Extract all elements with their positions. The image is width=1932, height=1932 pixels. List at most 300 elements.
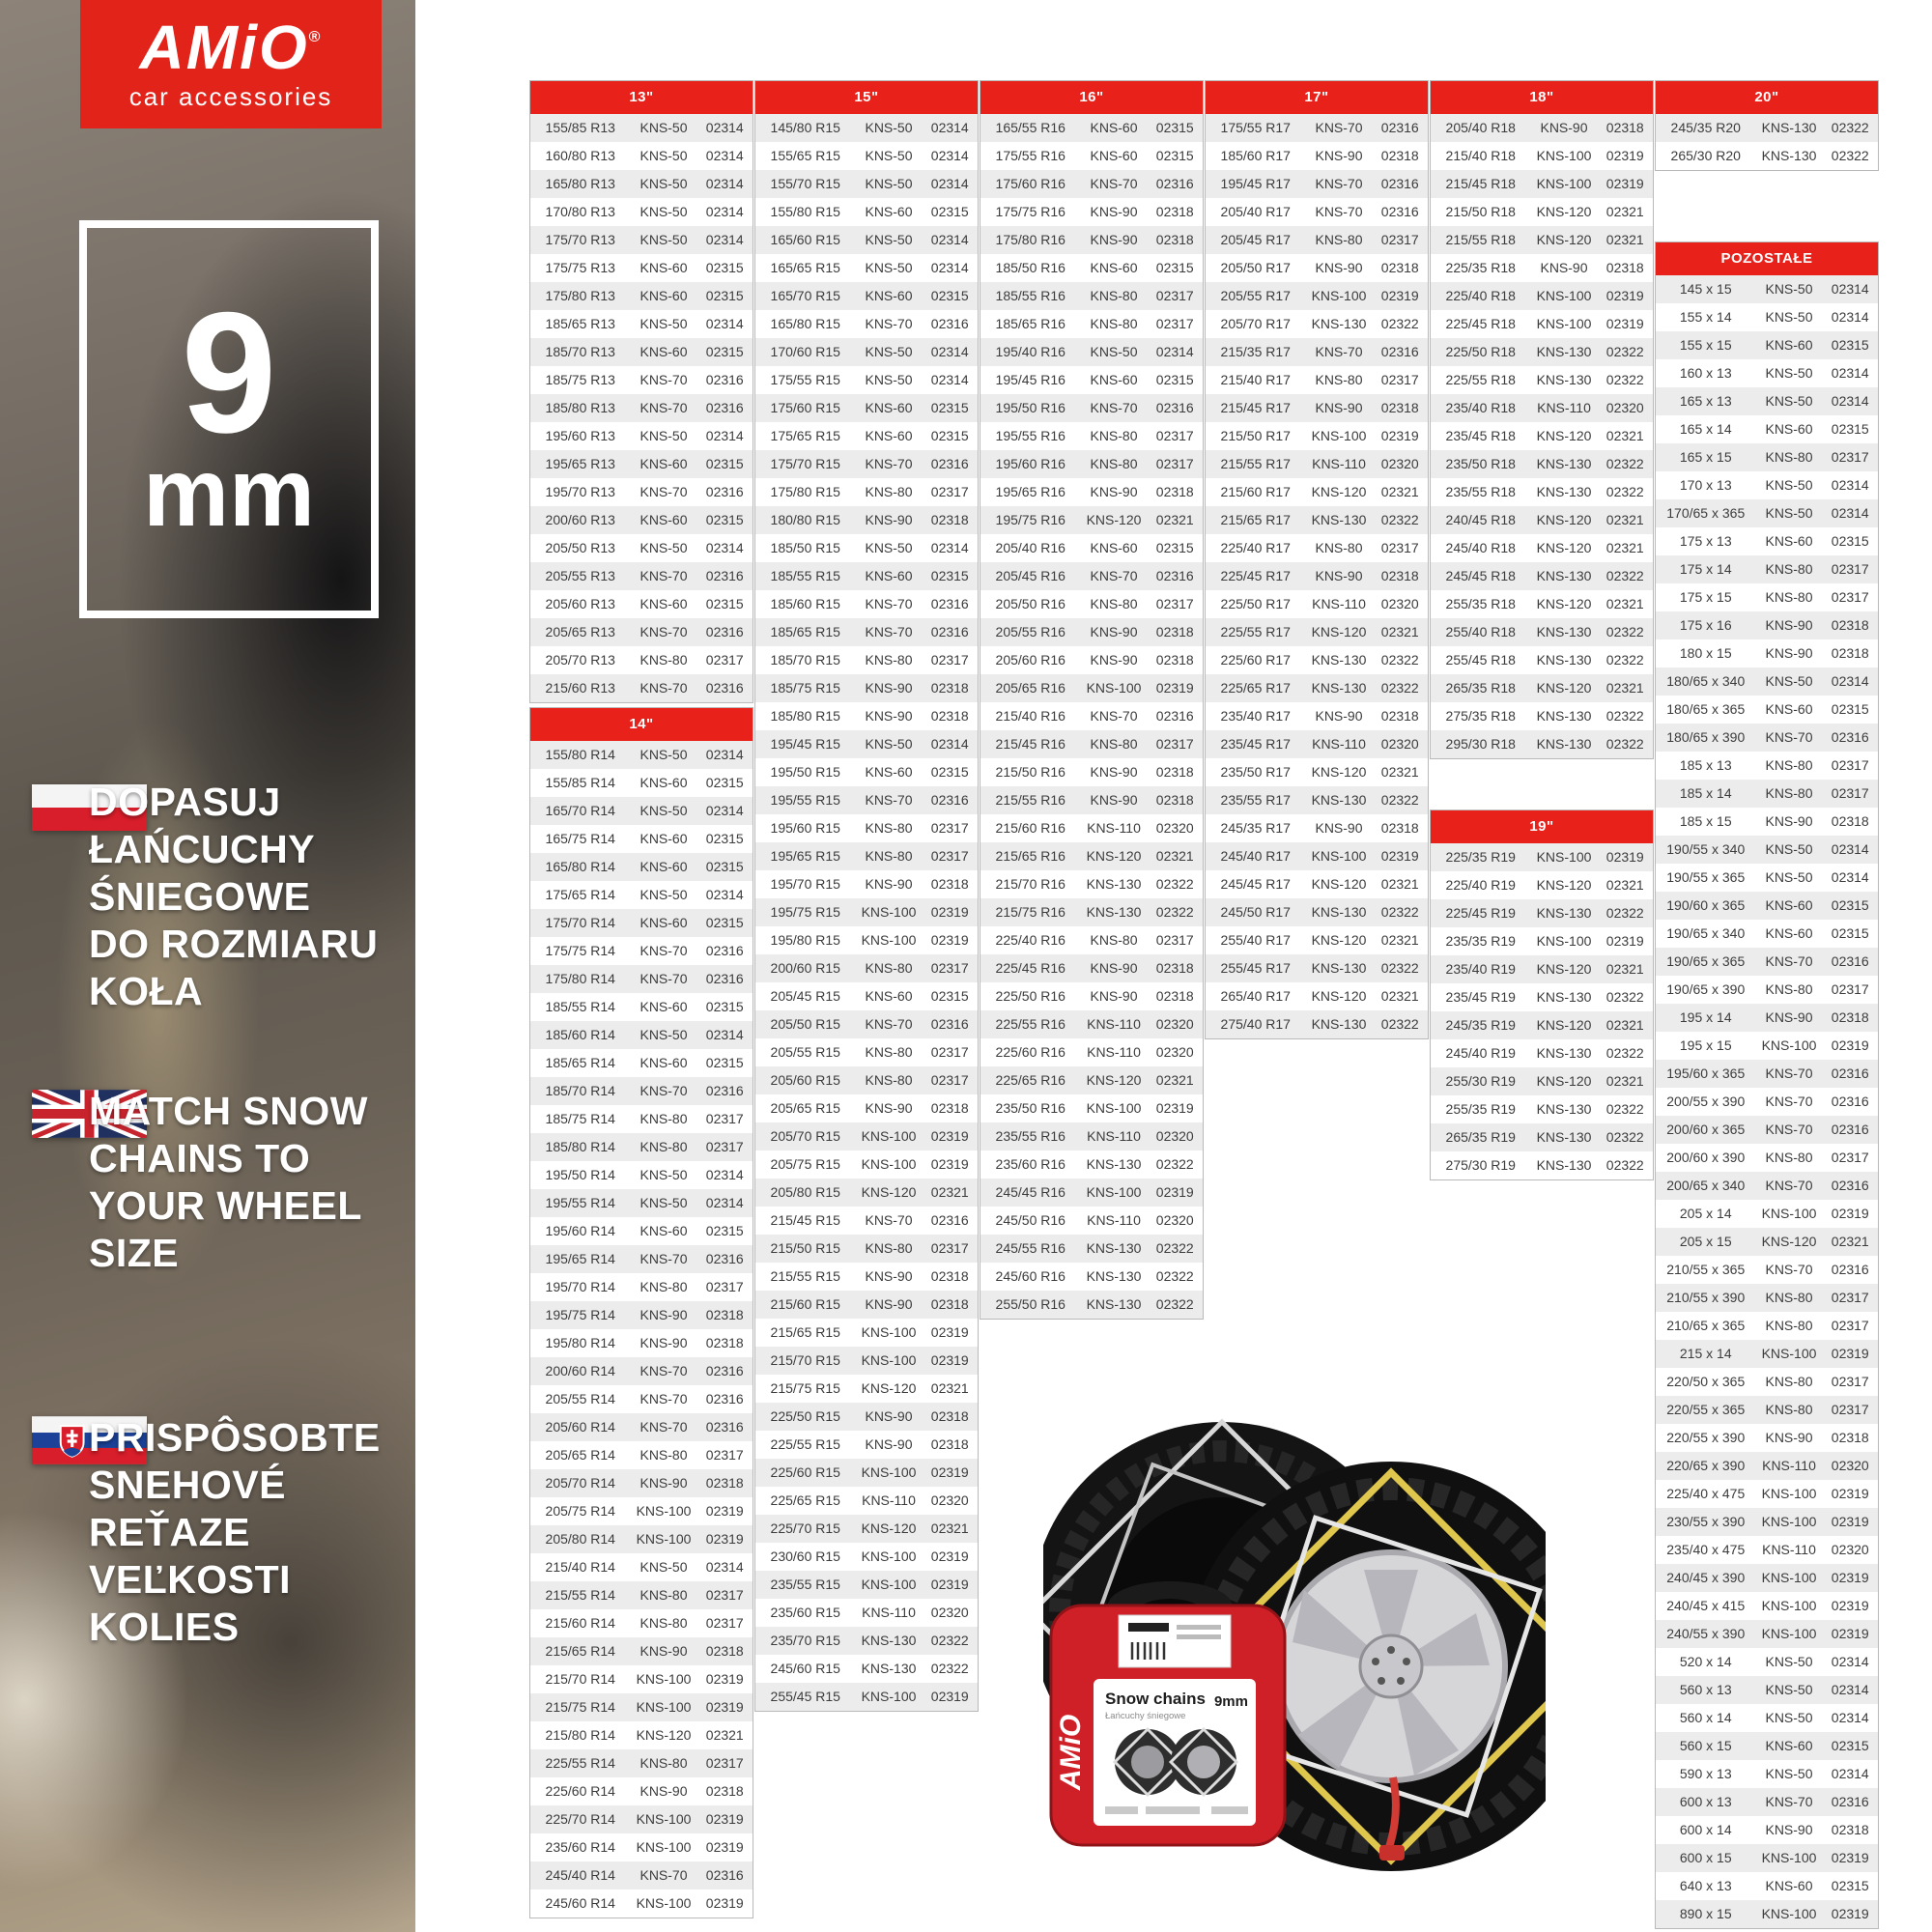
tire-size-cell: 225/55 R18 (1445, 372, 1516, 387)
chain-model-cell: KNS-80 (1765, 757, 1813, 773)
chain-model-cell: KNS-120 (1311, 484, 1367, 499)
tire-size-cell: 155/80 R15 (770, 204, 840, 219)
chain-model-cell: KNS-130 (1311, 1016, 1367, 1032)
product-code-cell: 02318 (1155, 652, 1194, 668)
chain-model-cell: KNS-80 (639, 1111, 688, 1126)
product-code-cell: 02318 (1155, 960, 1194, 976)
product-code-cell: 02321 (1605, 596, 1644, 611)
tire-size-cell: 560 x 13 (1679, 1682, 1732, 1697)
product-code-cell: 02315 (930, 400, 969, 415)
tire-size-cell: 195/65 R13 (545, 456, 615, 471)
chain-model-cell: KNS-60 (639, 831, 688, 846)
chain-model-cell: KNS-90 (1315, 568, 1363, 583)
chain-model-cell: KNS-80 (1090, 596, 1138, 611)
table-row (755, 1683, 978, 1711)
product-code-cell: 02319 (930, 932, 969, 948)
chain-model-cell: KNS-100 (1311, 848, 1367, 864)
tire-size-cell: 190/55 x 365 (1666, 869, 1746, 885)
chain-model-cell: KNS-50 (639, 1559, 688, 1575)
table-row (1656, 1312, 1878, 1340)
table-row (530, 1441, 753, 1469)
product-code-cell: 02319 (930, 1128, 969, 1144)
tire-size-cell: 165/75 R14 (545, 831, 615, 846)
tire-size-cell: 225/40 R18 (1445, 288, 1516, 303)
table-row (1656, 1816, 1878, 1844)
chain-model-cell: KNS-70 (639, 568, 688, 583)
tire-size-cell: 215/70 R16 (995, 876, 1065, 892)
tire-size-cell: 175/80 R14 (545, 971, 615, 986)
tire-size-cell: 165/80 R14 (545, 859, 615, 874)
chain-model-cell: KNS-50 (1765, 673, 1813, 689)
tire-size-cell: 215/60 R14 (545, 1615, 615, 1631)
chain-model-cell: KNS-90 (639, 1783, 688, 1799)
product-code-cell: 02316 (705, 1251, 744, 1266)
product-code-cell: 02317 (705, 1279, 744, 1294)
tire-size-cell: 225/40 R16 (995, 932, 1065, 948)
product-code-cell: 02316 (1831, 1094, 1869, 1109)
tire-size-cell: 200/55 x 390 (1666, 1094, 1746, 1109)
product-code-cell: 02317 (1155, 736, 1194, 752)
product-code-cell: 02316 (1155, 568, 1194, 583)
tire-size-cell: 215/40 R14 (545, 1559, 615, 1575)
table-row (755, 786, 978, 814)
product-code-cell: 02317 (1155, 932, 1194, 948)
table-row (530, 825, 753, 853)
product-code-cell: 02320 (1380, 736, 1419, 752)
chain-model-cell: KNS-60 (1765, 1738, 1813, 1753)
tire-size-cell: 185 x 15 (1679, 813, 1732, 829)
tire-size-cell: 235/70 R15 (770, 1633, 840, 1648)
table-row (1206, 142, 1428, 170)
tire-size-cell: 185/60 R15 (770, 596, 840, 611)
chain-model-cell: KNS-90 (1765, 617, 1813, 633)
chain-model-cell: KNS-100 (1761, 1346, 1817, 1361)
product-code-cell: 02322 (1155, 1296, 1194, 1312)
chain-model-cell: KNS-130 (1536, 708, 1592, 724)
chain-model-cell: KNS-90 (1765, 1822, 1813, 1837)
table-row (980, 1066, 1203, 1094)
chain-model-cell: KNS-50 (1090, 344, 1138, 359)
tire-size-cell: 205/45 R17 (1220, 232, 1291, 247)
chain-model-cell: KNS-130 (861, 1661, 917, 1676)
tire-size-cell: 160 x 13 (1679, 365, 1732, 381)
chain-model-cell: KNS-130 (1761, 148, 1817, 163)
tire-size-cell: 245/50 R16 (995, 1212, 1065, 1228)
table-row (755, 394, 978, 422)
chain-bag (1051, 1581, 1285, 1845)
tire-size-cell: 205/70 R17 (1220, 316, 1291, 331)
table-row (755, 1010, 978, 1038)
tire-size-cell: 175 x 13 (1679, 533, 1732, 549)
tire-size-cell: 205/45 R16 (995, 568, 1065, 583)
chain-model-cell: KNS-70 (1090, 708, 1138, 724)
table-row (755, 1431, 978, 1459)
chain-model-cell: KNS-50 (865, 344, 913, 359)
chain-model-cell: KNS-80 (1315, 232, 1363, 247)
product-code-cell: 02322 (1605, 1129, 1644, 1145)
tire-size-cell: 185/65 R15 (770, 624, 840, 639)
table-row (1206, 422, 1428, 450)
product-code-cell: 02314 (705, 1559, 744, 1575)
product-code-cell: 02317 (930, 848, 969, 864)
product-code-cell: 02315 (1831, 337, 1869, 353)
table-row (1656, 471, 1878, 499)
chain-model-cell: KNS-50 (865, 176, 913, 191)
table-row (980, 422, 1203, 450)
table-header: 15" (755, 81, 978, 114)
table-row (1206, 282, 1428, 310)
chain-model-cell: KNS-70 (639, 1363, 688, 1378)
table-row (980, 114, 1203, 142)
product-code-cell: 02317 (1831, 785, 1869, 801)
table-row (1431, 114, 1653, 142)
product-code-cell: 02315 (1155, 260, 1194, 275)
bag-subtitle: Łańcuchy śniegowe (1105, 1711, 1186, 1721)
chain-model-cell: KNS-50 (1765, 365, 1813, 381)
product-code-cell: 02316 (705, 1867, 744, 1883)
tire-size-cell: 245/50 R17 (1220, 904, 1291, 920)
chain-model-cell: KNS-50 (639, 747, 688, 762)
table-row (980, 646, 1203, 674)
product-code-cell: 02315 (705, 512, 744, 527)
tire-size-cell: 235/50 R16 (995, 1100, 1065, 1116)
chain-model-cell: KNS-80 (639, 1615, 688, 1631)
product-code-cell: 02314 (705, 148, 744, 163)
chain-model-cell: KNS-130 (1311, 512, 1367, 527)
chain-model-cell: KNS-90 (1090, 764, 1138, 780)
chain-model-cell: KNS-70 (865, 792, 913, 808)
product-code-cell: 02315 (1831, 1738, 1869, 1753)
chain-model-cell: KNS-60 (1090, 540, 1138, 555)
chain-model-cell: KNS-130 (1761, 120, 1817, 135)
table-row (1206, 926, 1428, 954)
tire-size-cell: 175/70 R15 (770, 456, 840, 471)
tire-size-cell: 195/50 R15 (770, 764, 840, 780)
product-code-cell: 02317 (705, 652, 744, 668)
product-code-cell: 02320 (1605, 400, 1644, 415)
tire-size-cell: 265/40 R17 (1220, 988, 1291, 1004)
product-code-cell: 02322 (1380, 512, 1419, 527)
table-row (755, 534, 978, 562)
table-row (1656, 1144, 1878, 1172)
table-row (980, 730, 1203, 758)
product-code-cell: 02315 (1831, 925, 1869, 941)
chain-model-cell: KNS-70 (1765, 1065, 1813, 1081)
product-code-cell: 02317 (930, 1044, 969, 1060)
product-code-cell: 02319 (930, 1464, 969, 1480)
chain-model-cell: KNS-90 (1765, 1430, 1813, 1445)
table-row (755, 590, 978, 618)
tire-size-cell: 255/30 R19 (1445, 1073, 1516, 1089)
product-code-cell: 02316 (1155, 708, 1194, 724)
tire-size-cell: 185/70 R13 (545, 344, 615, 359)
product-code-cell: 02321 (1380, 876, 1419, 892)
product-code-cell: 02316 (705, 1083, 744, 1098)
tire-size-cell: 205/80 R15 (770, 1184, 840, 1200)
tire-size-cell: 175/60 R15 (770, 400, 840, 415)
tire-size-cell: 245/40 R17 (1220, 848, 1291, 864)
table-row (980, 618, 1203, 646)
product-code-cell: 02314 (1831, 281, 1869, 297)
tire-size-cell: 185/70 R14 (545, 1083, 615, 1098)
table-row (1206, 842, 1428, 870)
tire-size-cell: 200/60 x 390 (1666, 1150, 1746, 1165)
table-row (980, 310, 1203, 338)
product-code-cell: 02316 (1380, 120, 1419, 135)
tire-size-cell: 185/60 R14 (545, 1027, 615, 1042)
chain-model-cell: KNS-100 (1761, 1206, 1817, 1221)
chain-model-cell: KNS-70 (865, 316, 913, 331)
table-row (530, 1889, 753, 1918)
product-code-cell: 02315 (705, 1055, 744, 1070)
table-row (1431, 674, 1653, 702)
table-row (1656, 1004, 1878, 1032)
table-row (1431, 254, 1653, 282)
table-row (755, 618, 978, 646)
tire-size-cell: 235/40 R17 (1220, 708, 1291, 724)
chain-model-cell: KNS-50 (1765, 841, 1813, 857)
chain-model-cell: KNS-110 (1087, 1016, 1141, 1032)
product-code-cell: 02319 (1831, 1906, 1869, 1921)
table-header: 19" (1431, 810, 1653, 843)
tire-size-cell: 225/35 R19 (1445, 849, 1516, 865)
table-row (980, 1122, 1203, 1151)
tire-size-cell: 190/65 x 390 (1666, 981, 1746, 997)
product-code-cell: 02315 (705, 456, 744, 471)
tire-size-cell: 195/70 R13 (545, 484, 615, 499)
product-code-cell: 02315 (1155, 372, 1194, 387)
table-row (755, 478, 978, 506)
table-row (1206, 338, 1428, 366)
table-row (1656, 1704, 1878, 1732)
table-header: 17" (1206, 81, 1428, 114)
product-code-cell: 02322 (1380, 904, 1419, 920)
product-code-cell: 02316 (705, 680, 744, 696)
chain-model-cell: KNS-90 (639, 1643, 688, 1659)
size-table-18 (1430, 80, 1654, 759)
table-row (980, 450, 1203, 478)
tire-size-cell: 175/80 R15 (770, 484, 840, 499)
tire-size-cell: 235/40 R18 (1445, 400, 1516, 415)
chain-model-cell: KNS-100 (1536, 288, 1592, 303)
tire-size-cell: 205/50 R17 (1220, 260, 1291, 275)
tire-size-cell: 640 x 13 (1679, 1878, 1732, 1893)
tire-size-cell: 225/60 R16 (995, 1044, 1065, 1060)
table-row (530, 1273, 753, 1301)
chain-model-cell: KNS-60 (639, 288, 688, 303)
chain-model-cell: KNS-110 (862, 1605, 916, 1620)
table-row (980, 870, 1203, 898)
product-code-cell: 02319 (1380, 428, 1419, 443)
table-row (980, 254, 1203, 282)
table-row (530, 142, 753, 170)
product-code-cell: 02316 (1831, 1262, 1869, 1277)
table-row (1656, 1564, 1878, 1592)
table-row (1656, 1508, 1878, 1536)
tire-size-cell: 235/60 R16 (995, 1156, 1065, 1172)
chain-model-cell: KNS-100 (636, 1839, 692, 1855)
product-code-cell: 02314 (705, 120, 744, 135)
chain-model-cell: KNS-90 (1540, 260, 1588, 275)
tire-size-cell: 225/40 x 475 (1666, 1486, 1746, 1501)
chain-model-cell: KNS-100 (1086, 1184, 1142, 1200)
table-row (1656, 1592, 1878, 1620)
tire-size-cell: 225/45 R17 (1220, 568, 1291, 583)
table-row (530, 450, 753, 478)
chain-model-cell: KNS-120 (1311, 932, 1367, 948)
product-code-cell: 02318 (1380, 400, 1419, 415)
chain-model-cell: KNS-120 (1311, 988, 1367, 1004)
tire-size-cell: 205/60 R16 (995, 652, 1065, 668)
product-code-cell: 02315 (1831, 897, 1869, 913)
chain-model-cell: KNS-80 (1765, 1374, 1813, 1389)
chain-model-cell: KNS-120 (1536, 512, 1592, 527)
tire-size-cell: 155/85 R13 (545, 120, 615, 135)
chain-model-cell: KNS-50 (865, 736, 913, 752)
table-row (1656, 1116, 1878, 1144)
lang-section-english (89, 1088, 368, 1277)
product-code-cell: 02315 (930, 764, 969, 780)
lang-line: SIZE (89, 1231, 180, 1275)
chain-model-cell: KNS-60 (865, 568, 913, 583)
product-code-cell: 02315 (930, 428, 969, 443)
chain-model-cell: KNS-120 (1311, 624, 1367, 639)
product-code-cell: 02320 (1380, 456, 1419, 471)
chain-model-cell: KNS-90 (1315, 148, 1363, 163)
lang-line: KOLIES (89, 1605, 240, 1649)
product-code-cell: 02314 (1831, 365, 1869, 381)
product-code-cell: 02321 (1605, 961, 1644, 977)
table-row (755, 142, 978, 170)
table-row (530, 881, 753, 909)
table-row (530, 1777, 753, 1805)
tire-size-cell: 200/60 R13 (545, 512, 615, 527)
table-row (530, 1637, 753, 1665)
table-row (1656, 114, 1878, 142)
product-code-cell: 02315 (930, 204, 969, 219)
chain-model-cell: KNS-70 (639, 943, 688, 958)
tire-size-cell: 195/80 R15 (770, 932, 840, 948)
table-row (1431, 590, 1653, 618)
table-row (1206, 870, 1428, 898)
product-code-cell: 02321 (1605, 204, 1644, 219)
product-code-cell: 02315 (705, 596, 744, 611)
table-row (1206, 674, 1428, 702)
table-row (1656, 1200, 1878, 1228)
product-code-cell: 02314 (705, 1167, 744, 1182)
product-code-cell: 02319 (1380, 848, 1419, 864)
table-row (530, 422, 753, 450)
tire-size-cell: 170/60 R15 (770, 344, 840, 359)
tire-size-cell: 190/65 x 340 (1666, 925, 1746, 941)
chain-model-cell: KNS-70 (1765, 729, 1813, 745)
table-row (980, 142, 1203, 170)
table-row (980, 366, 1203, 394)
table-row (755, 1179, 978, 1207)
table-row (530, 590, 753, 618)
bag-brand: AMiO (1055, 1714, 1087, 1791)
product-code-cell: 02320 (1155, 1212, 1194, 1228)
product-code-cell: 02315 (1155, 148, 1194, 163)
chain-model-cell: KNS-50 (639, 176, 688, 191)
product-code-cell: 02320 (930, 1492, 969, 1508)
chain-model-cell: KNS-70 (639, 1867, 688, 1883)
product-code-cell: 02314 (930, 260, 969, 275)
tire-size-cell: 235/40 x 475 (1666, 1542, 1746, 1557)
tire-size-cell: 215/65 R17 (1220, 512, 1291, 527)
table-row (1656, 1788, 1878, 1816)
product-code-cell: 02319 (1831, 1037, 1869, 1053)
table-row (755, 338, 978, 366)
table-row (1656, 142, 1878, 170)
table-row (1656, 359, 1878, 387)
tire-size-cell: 155 x 14 (1679, 309, 1732, 325)
tire-size-cell: 195/45 R16 (995, 372, 1065, 387)
table-row (980, 842, 1203, 870)
table-row (1431, 1011, 1653, 1039)
table-row (1656, 1424, 1878, 1452)
tire-size-cell: 155/70 R15 (770, 176, 840, 191)
tire-size-cell: 215/45 R15 (770, 1212, 840, 1228)
tire-size-cell: 205/55 R16 (995, 624, 1065, 639)
chain-model-cell: KNS-70 (1765, 953, 1813, 969)
table-row (530, 1413, 753, 1441)
chain-model-cell: KNS-50 (1765, 1682, 1813, 1697)
table-row (755, 1543, 978, 1571)
chain-model-cell: KNS-90 (865, 876, 913, 892)
tire-size-cell: 195/60 x 365 (1666, 1065, 1746, 1081)
tire-size-cell: 185/75 R13 (545, 372, 615, 387)
tire-size-cell: 215/60 R15 (770, 1296, 840, 1312)
table-row (755, 170, 978, 198)
chain-model-cell: KNS-70 (865, 596, 913, 611)
product-code-cell: 02316 (705, 484, 744, 499)
table-row (755, 1122, 978, 1151)
tire-size-cell: 235/55 R18 (1445, 484, 1516, 499)
table-row (530, 646, 753, 674)
table-row (530, 562, 753, 590)
tire-size-cell: 255/45 R17 (1220, 960, 1291, 976)
table-row (980, 282, 1203, 310)
table-row (1431, 618, 1653, 646)
table-row (1431, 1095, 1653, 1123)
table-row (1656, 1172, 1878, 1200)
tire-size-cell: 225/50 R16 (995, 988, 1065, 1004)
tire-size-cell: 175/55 R16 (995, 148, 1065, 163)
product-code-cell: 02319 (705, 1895, 744, 1911)
product-code-cell: 02315 (930, 568, 969, 583)
table-row (530, 1161, 753, 1189)
product-code-cell: 02319 (1155, 680, 1194, 696)
chain-model-cell: KNS-50 (639, 232, 688, 247)
tire-size-cell: 245/60 R14 (545, 1895, 615, 1911)
tire-size-cell: 240/55 x 390 (1666, 1626, 1746, 1641)
tire-size-cell: 235/45 R19 (1445, 989, 1516, 1005)
tire-size-cell: 225/40 R19 (1445, 877, 1516, 893)
table-row (530, 1469, 753, 1497)
chain-model-cell: KNS-100 (1536, 849, 1592, 865)
product-code-cell: 02314 (930, 176, 969, 191)
table-row (1656, 1760, 1878, 1788)
product-code-cell: 02318 (1380, 148, 1419, 163)
product-code-cell: 02316 (705, 568, 744, 583)
chain-model-cell: KNS-50 (865, 232, 913, 247)
tire-size-cell: 160/80 R13 (545, 148, 615, 163)
tire-size-cell: 165/80 R15 (770, 316, 840, 331)
chain-model-cell: KNS-50 (639, 1195, 688, 1210)
tire-size-cell: 245/40 R18 (1445, 540, 1516, 555)
chain-model-cell: KNS-70 (865, 1212, 913, 1228)
